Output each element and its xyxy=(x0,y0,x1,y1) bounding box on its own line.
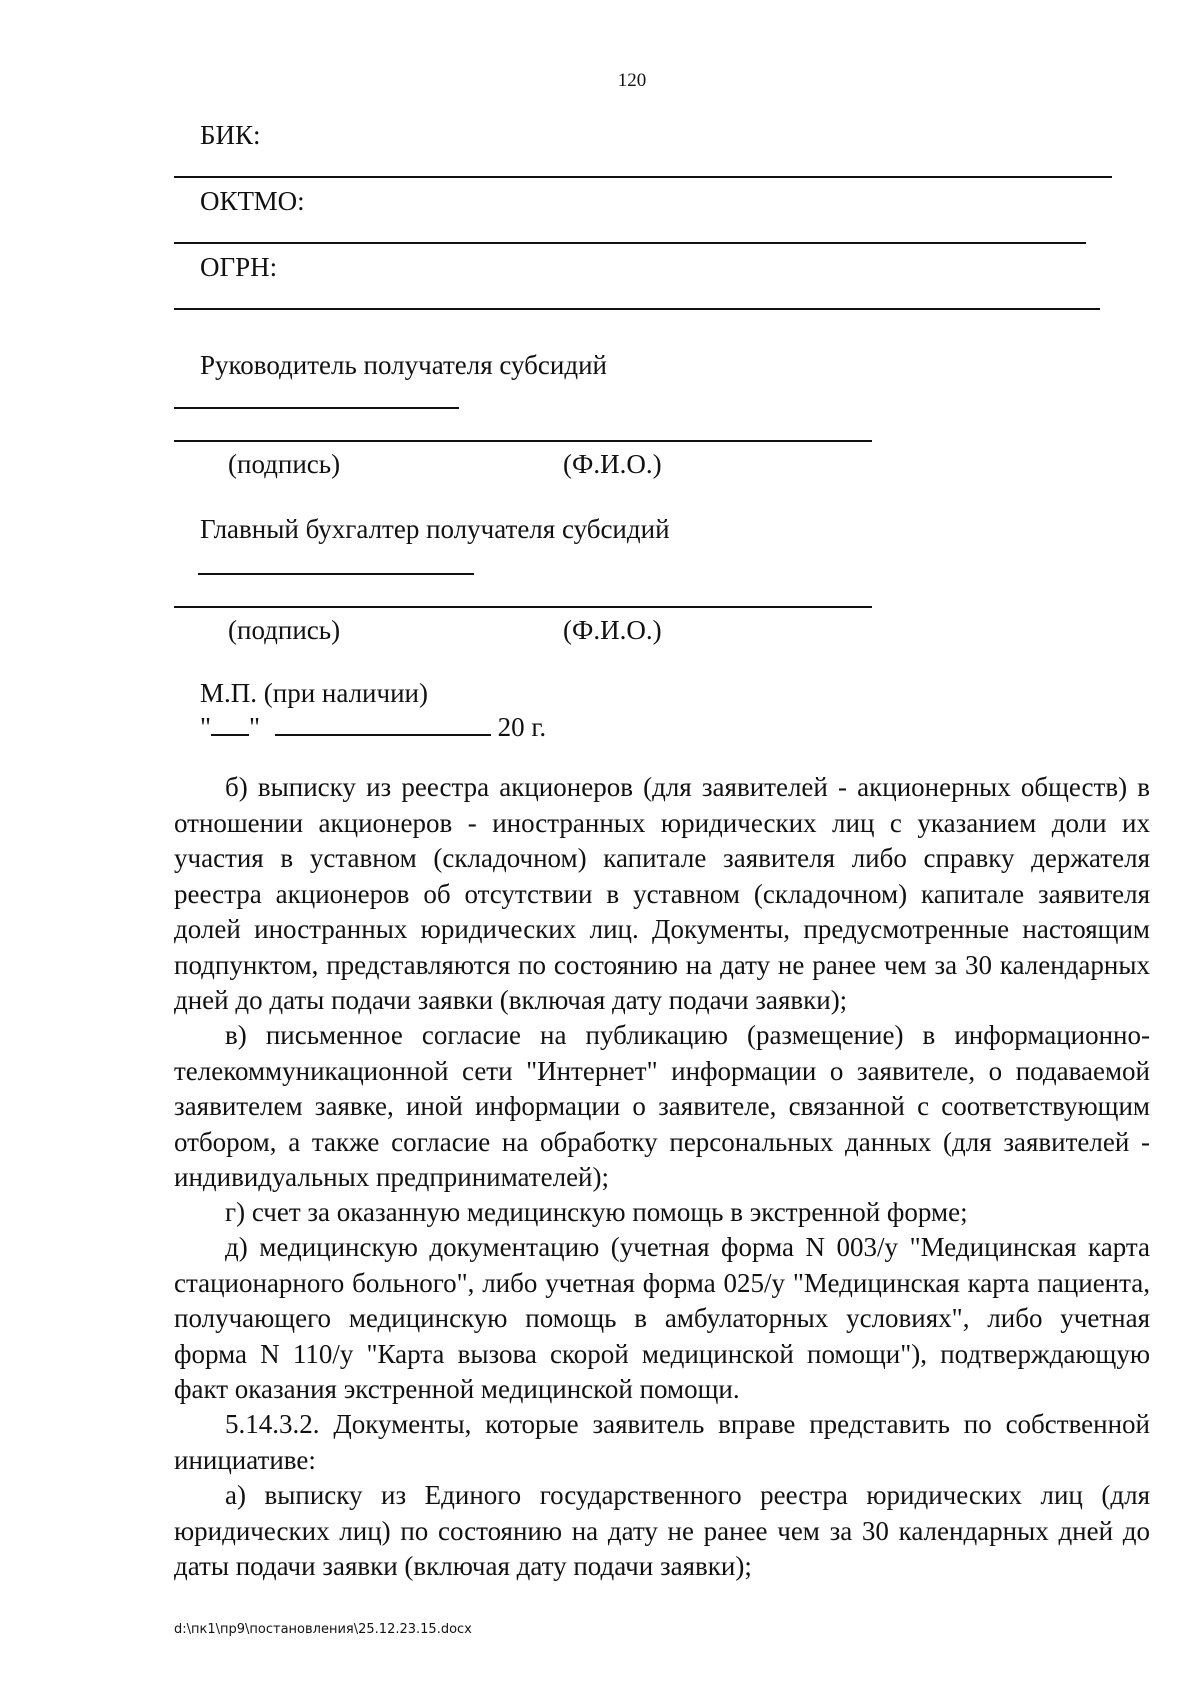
accountant-name-line xyxy=(174,606,872,608)
paragraph-g: г) счет за оказанную медицинскую помощь в экстренной форме; xyxy=(225,1197,968,1227)
page-number: 120 xyxy=(617,70,647,91)
bik-label: БИК: xyxy=(200,120,261,150)
year-label: 20 г. xyxy=(497,712,547,742)
paragraph-a: а) выписку из Единого государственного реестра юридических лиц (для юридических лиц) по состоянию на дату не ранее чем за 30 календарных дней до даты подачи заявки (включая дату подачи заявки); xyxy=(174,1480,1150,1581)
paragraph-b: б) выписку из реестра акционеров (для заявителей - акционерных обществ) в отношении акционеров - иностранных юридических лиц с указанием доли их участия в уставном (складочном) капитале заявителя либо справку держателя реестра акционеров об отсутствии в уставном (складочном) капитале заявителя долей иностранных юридических лиц. Документы, предусмотренные настоящим подпунктом, представляются по состоянию на дату не ранее чем за 30 календарных дней до даты подачи заявки (включая дату подачи заявки); xyxy=(174,772,1150,1015)
accountant-signature-caption: (подпись) xyxy=(228,615,341,645)
month-blank xyxy=(275,710,491,736)
ogrn-line xyxy=(174,308,1100,310)
head-name-line xyxy=(174,440,872,442)
head-name-caption: (Ф.И.О.) xyxy=(563,449,662,479)
ogrn-label: ОГРН: xyxy=(200,252,278,282)
accountant-title: Главный бухгалтер получателя субсидий xyxy=(200,514,670,544)
oktmo-label: ОКТМО: xyxy=(200,186,305,216)
file-path-footer: d:\пк1\пр9\постановления\25.12.23.15.docx xyxy=(174,1622,472,1637)
oktmo-line xyxy=(174,242,1086,244)
paragraph-d: д) медицинскую документацию (учетная форма N 003/у "Медицинская карта стационарного больного", либо учетная форма 025/у "Медицинская карта пациента, получающего медицинскую помощь в амбулаторных условиях", либо учетная форма N 110/у "Карта вызова скорой медицинской помощи"), подтверждающую факт оказания экстренной медицинской помощи. xyxy=(174,1232,1150,1404)
stamp-label: М.П. (при наличии) xyxy=(200,678,428,708)
head-signature-caption: (подпись) xyxy=(228,449,341,479)
bik-line xyxy=(174,176,1112,178)
date-line xyxy=(200,710,546,743)
accountant-signature-line xyxy=(198,573,474,575)
paragraph-v: в) письменное согласие на публикацию (размещение) в информационно-телекоммуникационной сети "Интернет" информации о заявителе, о подаваемой заявителем заявке, иной информации о заявителе, связанной с соответствующим отбором, а также согласие на обработку персональных данных (для заявителей - индивидуальных предпринимателей); xyxy=(174,1020,1150,1192)
date-quote-close: " xyxy=(249,712,261,742)
head-signature-line xyxy=(174,407,459,409)
accountant-name-caption: (Ф.И.О.) xyxy=(563,615,662,645)
day-blank xyxy=(211,710,249,736)
date-quote-open: " xyxy=(200,712,212,742)
head-title: Руководитель получателя субсидий xyxy=(200,350,607,380)
paragraph-5-14-3-2: 5.14.3.2. Документы, которые заявитель вправе представить по собственной инициативе: xyxy=(174,1409,1150,1475)
